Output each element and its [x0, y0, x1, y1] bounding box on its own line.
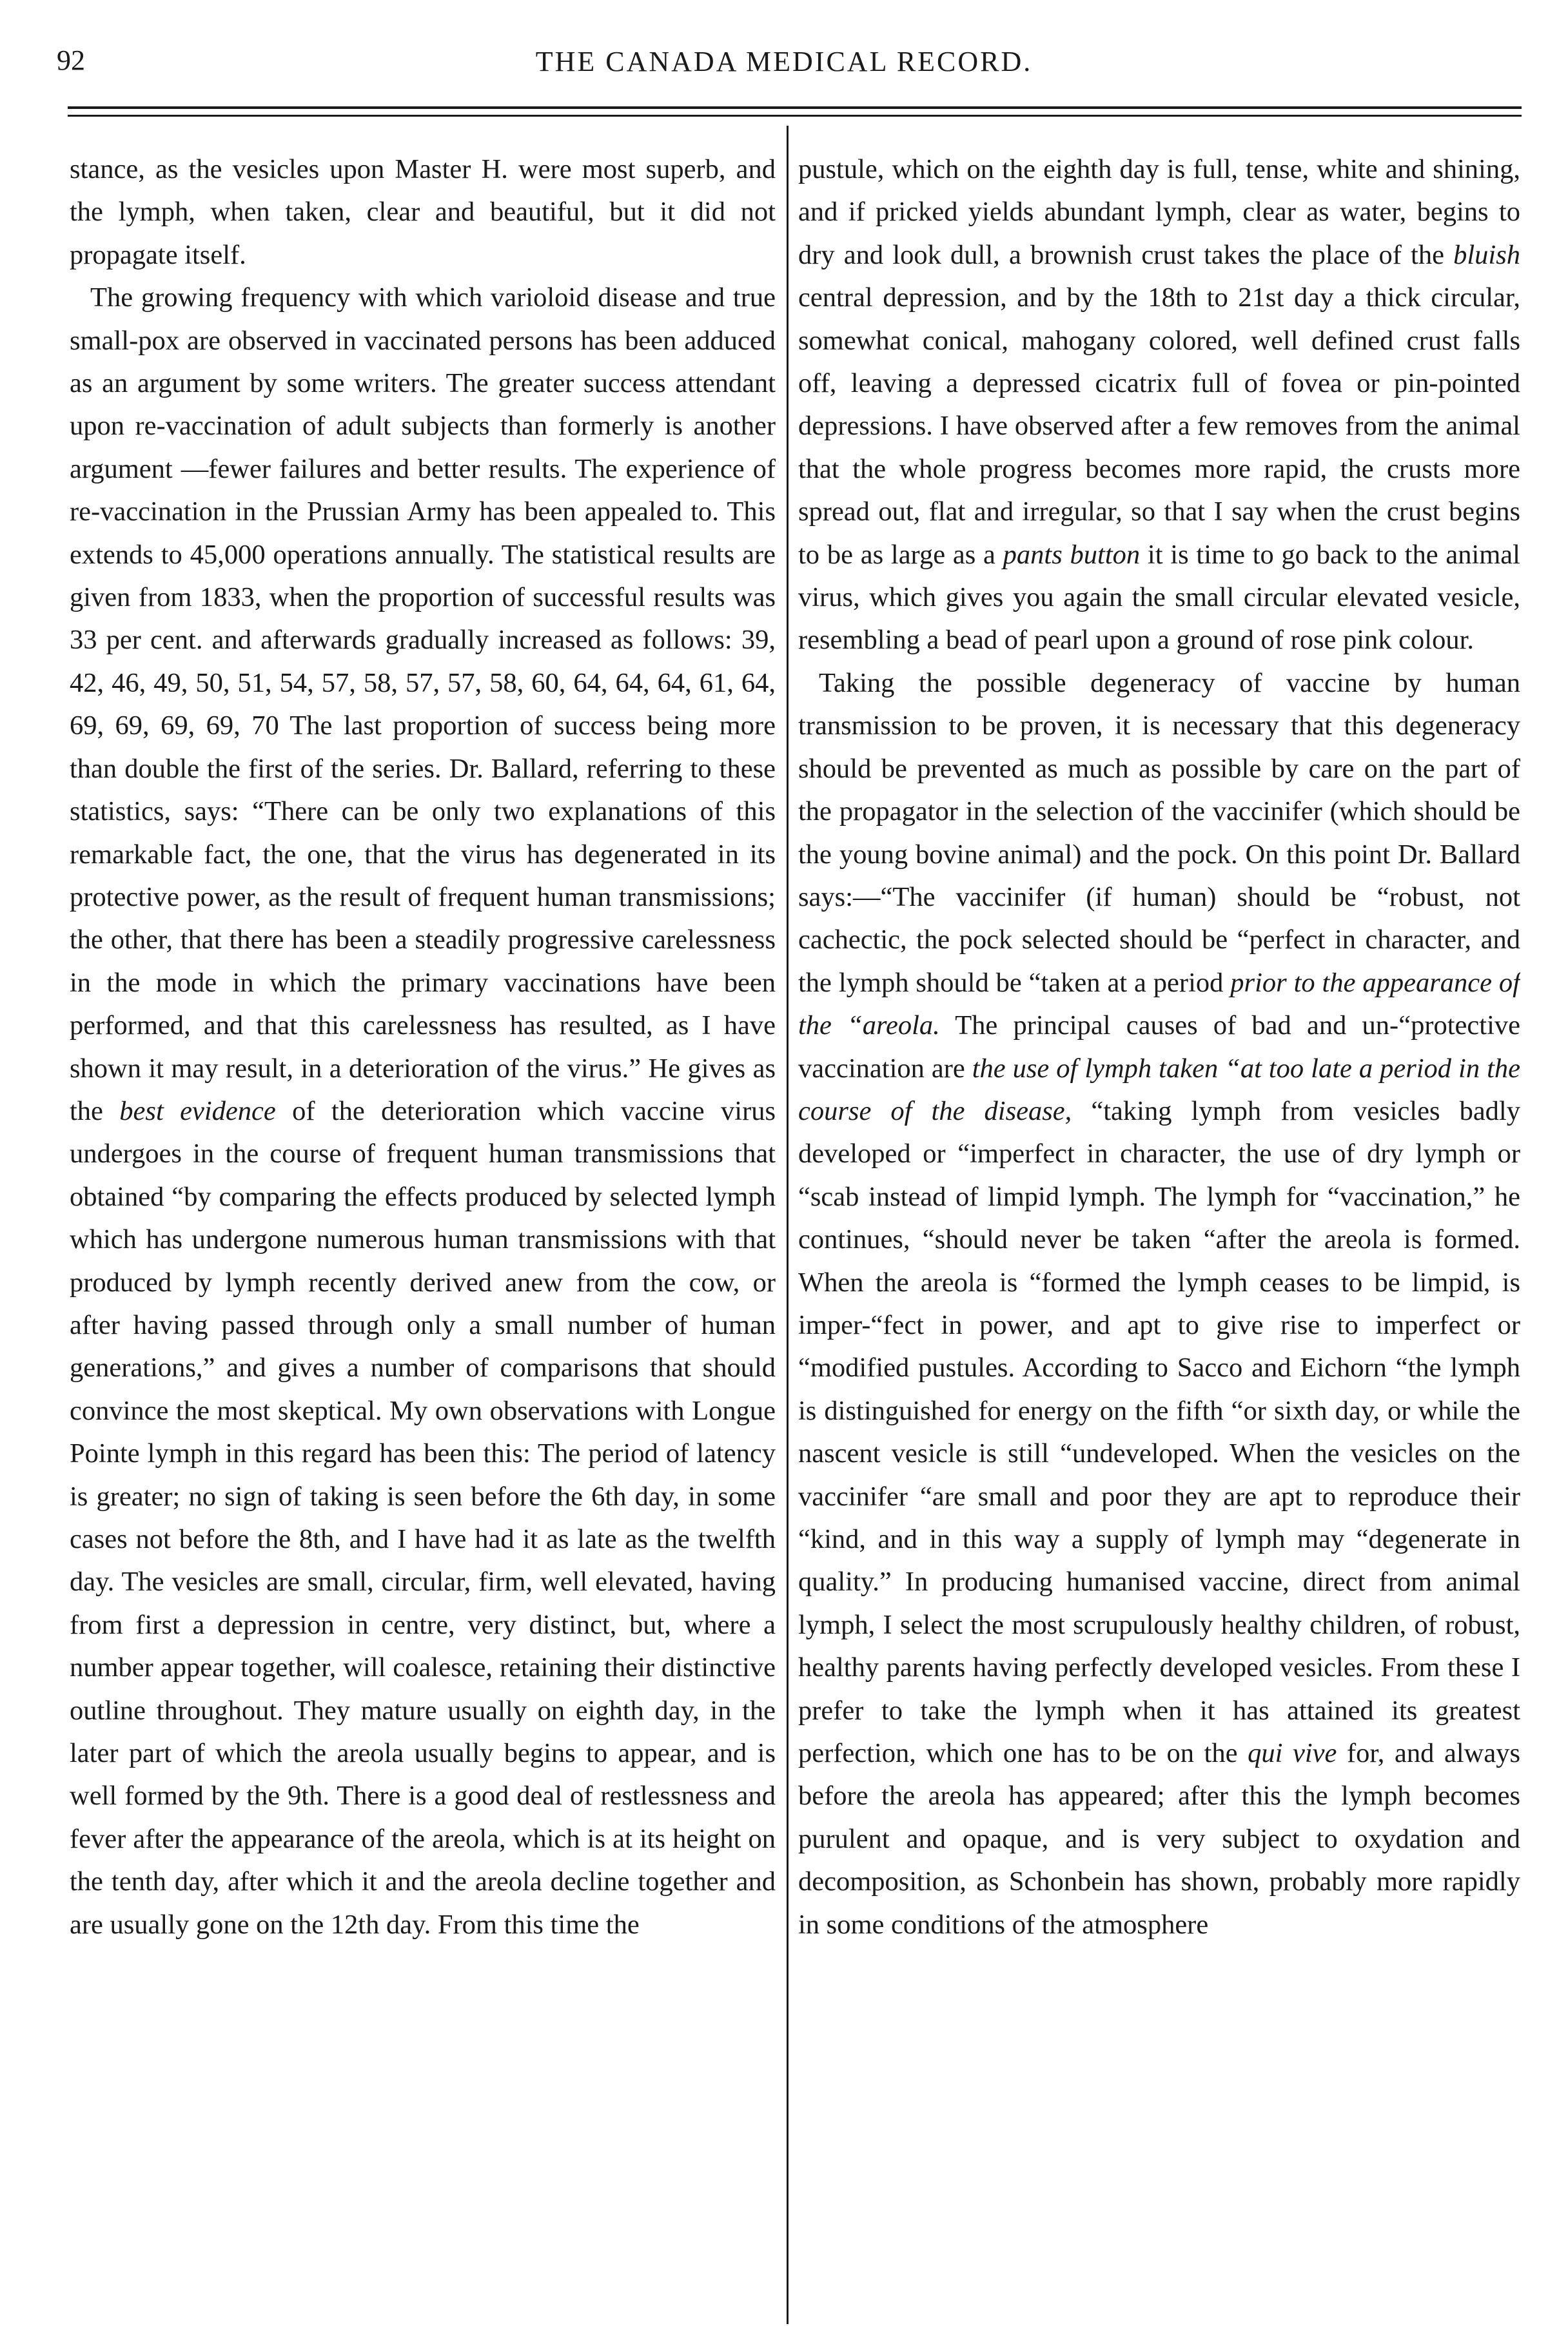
- italic-text: qui vive: [1248, 1738, 1337, 1769]
- header-rule-top: [68, 106, 1522, 109]
- text-run: pustule, which on the eighth day is full, tense, white and shining, and if pricked yields abundant lymph, clear as water, begins to dry and look dull, a brownish crust takes the place of the: [798, 154, 1520, 270]
- paragraph: [798, 148, 1520, 662]
- italic-text: bluish: [1453, 239, 1520, 270]
- page-number: 92: [57, 44, 85, 76]
- text-run: it is time to go back to the animal virus, which gives you again the small circular elevated vesicle, resembling a bead of pearl upon a ground of rose pink colour.: [798, 539, 1520, 656]
- italic-text: the use of lymph taken “at too late a period in the course of the disease,: [798, 1053, 1520, 1126]
- text-run: stance, as the vesicles upon Master H. were most superb, and the lymph, when taken, clear and beautiful, but it did not propagate itself.: [70, 154, 776, 270]
- italic-text: prior to the appearance of the “areola.: [798, 967, 1520, 1041]
- header-rule-bottom: [68, 115, 1522, 117]
- text-run: Taking the possible degeneracy of vaccine by human transmission to be proven, it is necessary that this degeneracy should be prevented as much as possible by care on the part of the propagator in the selection of the vaccinifer (which should be the young bovine animal) and the pock. On this point Dr. Ballard says:—“The vaccinifer (if human) should be “robust, not cachectic, the pock selected should be “perfect in character, and the lymph should be “taken at a period: [798, 667, 1520, 998]
- text-run: central depression, and by the 18th to 21st day a thick circular, somewhat conical, mahogany colored, well defined crust falls off, leaving a depressed cicatrix full of fovea or pin-pointed depressions. I have observed after a few removes from the animal that the whole progress becomes more rapid, the crusts more spread out, flat and irregular, so that I say when the crust begins to be as large as a: [798, 282, 1520, 570]
- paragraph: [70, 148, 776, 277]
- column-divider: [787, 126, 789, 2324]
- paragraph: [70, 277, 776, 1946]
- text-run: “taking lymph from vesicles badly developed or “imperfect in character, the use of dry lymph or “scab instead of limpid lymph. The lymph for “vaccination,” he continues, “should never be taken “after the areola is formed. When the areola is “formed the lymph ceases to be limpid, is imper-“fect in power, and apt to give rise to imperfect or “modified pustules. According to Sacco and Eichorn “the lymph is distinguished for energy on the fifth “or sixth day, or while the nascent vesicle is still “undeveloped. When the vesicles on the vaccinifer “are small and poor they are apt to reproduce their “kind, and in this way a supply of lymph may “degenerate in quality.” In producing humanised vaccine, direct from animal lymph, I select the most scrupulously healthy children, of robust, healthy parents having perfectly developed vesicles. From these I prefer to take the lymph when it has attained its greatest perfection, which one has to be on the: [798, 1095, 1520, 1769]
- text-run: The growing frequency with which varioloid disease and true small-pox are observed in vaccinated persons has been adduced as an argument by some writers. The greater success attendant upon re-vaccination of adult subjects than formerly is another argument —fewer failures and better results. The experience of re-vaccination in the Prussian Army has been appealed to. This extends to 45,000 operations annually. The statistical results are given from 1833, when the proportion of successful results was 33 per cent. and afterwards gradually increased as follows: 39, 42, 46, 49, 50, 51, 54, 57, 58, 57, 57, 58, 60, 64, 64, 64, 61, 64, 69, 69, 69, 69, 70 The last proportion of success being more than double the first of the series. Dr. Ballard, referring to these statistics, says: “There can be only two explanations of this remarkable fact, the one, that the virus has degenerated in its protective power, as the result of frequent human transmissions; the other, that there has been a steadily progressive carelessness in the mode in which the primary vaccinations have been performed, and that this carelessness has resulted, as I have shown it may result, in a deterioration of the virus.” He gives as the: [70, 282, 776, 1126]
- italic-text: best evidence: [119, 1095, 276, 1126]
- text-run: for, and always before the areola has appeared; after this the lymph becomes purulent and opaque, and is very subject to oxydation and decomposition, as Schonbein has shown, probably more rapidly in some conditions of the atmosphere: [798, 1738, 1520, 1940]
- italic-text: pants button: [1003, 539, 1141, 570]
- running-title: THE CANADA MEDICAL RECORD.: [535, 46, 1033, 77]
- text-run: The principal causes of bad and un-“protective vaccination are: [798, 1010, 1520, 1084]
- paragraph: [798, 662, 1520, 1946]
- left-column-text: [70, 148, 776, 2321]
- text-run: of the deterioration which vaccine virus undergoes in the course of frequent human transmissions that obtained “by comparing the effects produced by selected lymph which has undergone numerous human transmissions with that produced by lymph recently derived anew from the cow, or after having passed through only a small number of human generations,” and gives a number of comparisons that should convince the most skeptical. My own observations with Longue Pointe lymph in this regard has been this: The period of latency is greater; no sign of taking is seen before the 6th day, in some cases not before the 8th, and I have had it as late as the twelfth day. The vesicles are small, circular, firm, well elevated, having from first a depression in centre, very distinct, but, where a number appear together, will coalesce, retaining their distinctive outline throughout. They mature usually on eighth day, in the later part of which the areola usually begins to appear, and is well formed by the 9th. There is a good deal of restlessness and fever after the appearance of the areola, which is at its height on the tenth day, after which it and the areola decline together and are usually gone on the 12th day. From this time the: [70, 1095, 776, 1940]
- right-column-text: [798, 148, 1520, 2321]
